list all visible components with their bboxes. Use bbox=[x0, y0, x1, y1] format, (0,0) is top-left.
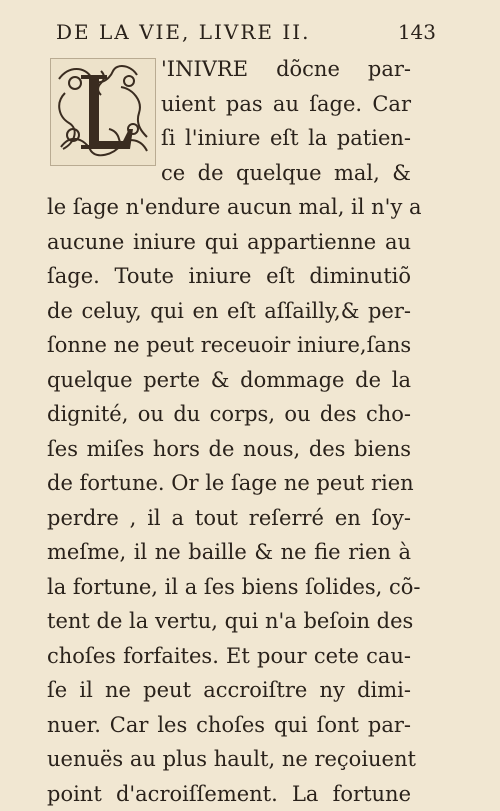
svg-text:L: L bbox=[103, 119, 104, 120]
text-line: ſes miſes hors de nous, des biens bbox=[47, 436, 411, 461]
text-line: dignité, ou du corps, ou des cho- bbox=[47, 402, 411, 426]
text-line: de celuy, qui en eſt aſſailly,& per- bbox=[47, 298, 411, 323]
text-line: de fortune. Or le ſage ne peut rien bbox=[47, 471, 414, 495]
body-text bbox=[47, 52, 422, 811]
text-line: meſme, il ne baille & ne fie rien à bbox=[47, 540, 411, 564]
text-line: choſes forfaites. Et pour cete cau- bbox=[47, 643, 411, 668]
text-line: aucune iniure qui appartienne au bbox=[47, 229, 411, 254]
text-line: perdre , il a tout reſerré en ſoy- bbox=[47, 505, 411, 530]
text-line: uient pas au ſage. Car bbox=[161, 91, 411, 116]
text-line: la fortune, il a ſes biens ſolides, cõ- bbox=[47, 574, 421, 599]
running-title: DE LA VIE, LIVRE II. bbox=[56, 20, 311, 44]
text-line: ſage. Toute iniure eſt diminutiõ bbox=[47, 264, 411, 288]
page-number: 143 bbox=[397, 20, 436, 44]
text-line: nuer. Car les choſes qui ſont par- bbox=[47, 712, 411, 737]
text-line: uenuës au plus hault, ne reçoiuent bbox=[47, 747, 416, 771]
text-line: ce de quelque mal, & bbox=[161, 160, 411, 185]
text-line: quelque perte & dommage de la bbox=[47, 367, 411, 392]
text-line: ſe il ne peut accroiſtre ny dimi- bbox=[47, 678, 411, 702]
text-line: ſonne ne peut receuoir iniure,ſans bbox=[47, 333, 412, 357]
text-line: 'INIVRE dõcne par- bbox=[161, 57, 411, 81]
text-line: le ſage n'endure aucun mal, il n'y a bbox=[47, 195, 422, 219]
text-line: tent de la vertu, qui n'a beſoin des bbox=[47, 609, 414, 633]
running-header bbox=[56, 20, 436, 50]
text-line: point d'acroiſſement. La fortune bbox=[47, 781, 411, 806]
text-line: ſi l'iniure eſt la patien- bbox=[161, 126, 411, 150]
